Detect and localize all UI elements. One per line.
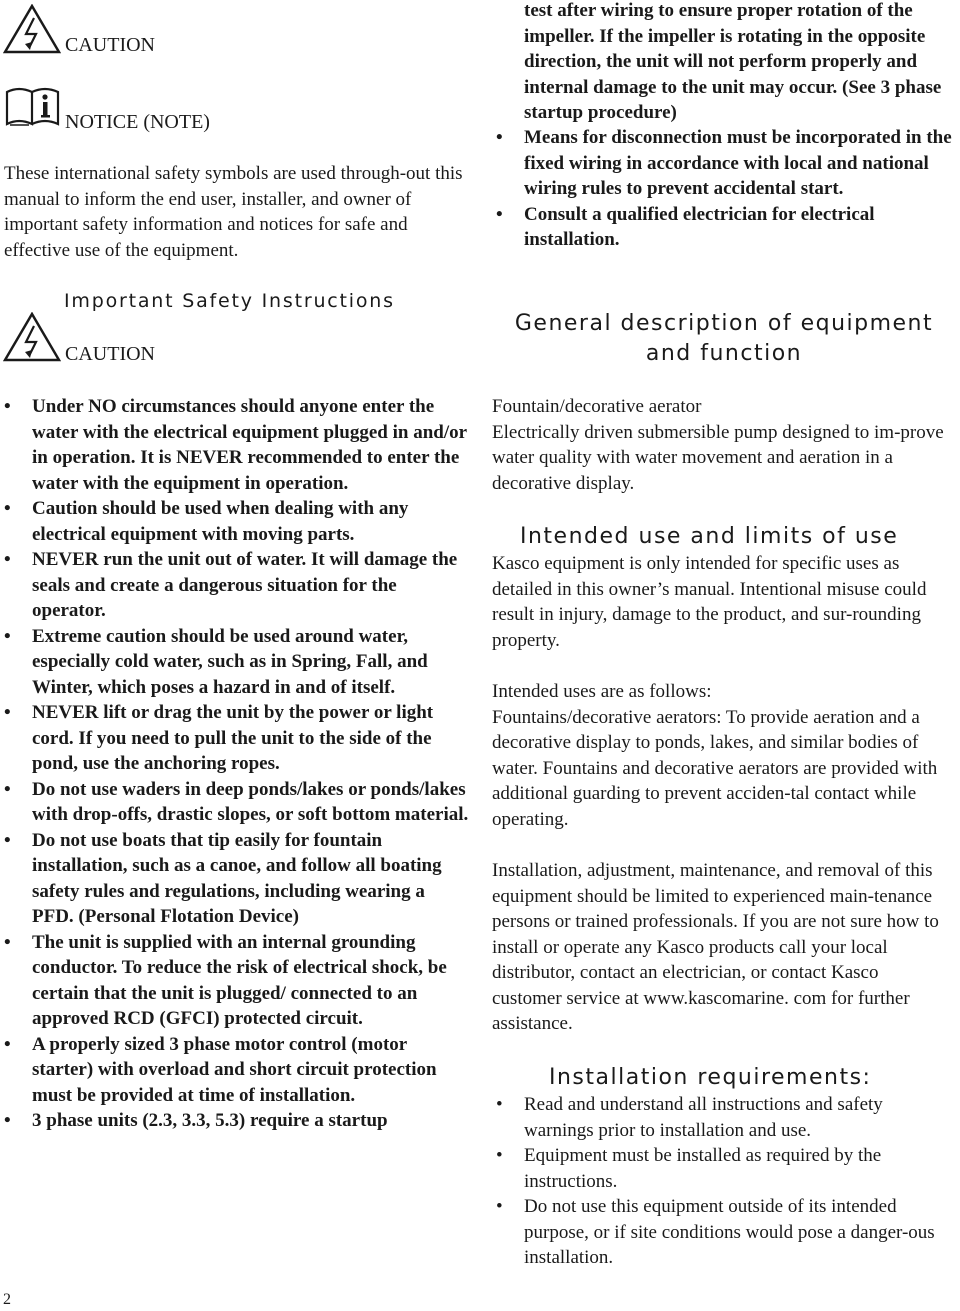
intended-paragraph-1: Kasco equipment is only intended for specific uses as detailed in this owner’s manual. Intentional misuse could result in injury, damage to the product, and sur-rounding property.	[492, 553, 927, 651]
intended-heading: Intended use and limits of use	[520, 524, 899, 549]
manual-info-icon	[5, 84, 61, 128]
list-item: • A properly sized 3 phase motor control (motor starter) with overload and short circuit protection must be provided at time of installation.	[2, 1032, 470, 1109]
continuation-paragraph: test after wiring to ensure proper rotation of the impeller. If the impeller is rotating in the opposite direction, the unit will not perform properly and internal damage to the unit may occur. (See 3 phase startup procedure)	[524, 0, 942, 123]
list-item: • Equipment must be installed as required by the instructions.	[494, 1143, 954, 1194]
lightning-warning-icon	[3, 4, 61, 54]
intended-paragraph-3: Installation, adjustment, maintenance, and removal of this equipment should be limited to experienced main-tenance persons or trained professionals. If you are not sure how to install or operate any Kasco products call your local distributor, contact an electrician, or contact Kasco customer service at www.kascomarine. com for further assistance.	[492, 860, 939, 1034]
page-number: 2	[3, 1291, 11, 1308]
list-item: • The unit is supplied with an internal grounding conductor. To reduce the risk of electrical shock, be certain that the unit is plugged/ connected to an approved RCD (GFCI) protected circuit.	[2, 930, 470, 1032]
list-item: • Means for disconnection must be incorporated in the fixed wiring in accordance with local and national wiring rules to prevent accidental start.	[494, 125, 956, 202]
intended-uses-body: Fountains/decorative aerators: To provide aeration and a decorative display to ponds, lakes, and similar bodies of water. Fountains and decorative aerators are provided with additional guarding to prevent acciden-tal contact while operating.	[492, 706, 938, 830]
wiring-bullet-list	[494, 125, 956, 253]
list-item: • Do not use this equipment outside of its intended purpose, or if site conditions would pose a danger-ous installation.	[494, 1194, 954, 1271]
list-item: • Caution should be used when dealing with any electrical equipment with moving parts.	[2, 496, 470, 547]
list-item: • 3 phase units (2.3, 3.3, 5.3) require a startup	[2, 1108, 470, 1134]
list-item: • Do not use boats that tip easily for fountain installation, such as a canoe, and follow all boating safety rules and regulations, including wearing a PFD. (Personal Flotation Device)	[2, 828, 470, 930]
safety-bullet-list	[2, 394, 470, 1134]
list-item: • NEVER lift or drag the unit by the power or light cord. If you need to pull the unit to the side of the pond, use the anchoring ropes.	[2, 700, 470, 777]
general-heading-line1: General description of equipment	[514, 311, 934, 336]
intro-paragraph: These international safety symbols are used through-out this manual to inform the end user, installer, and owner of important safety information and notices for safe and effective use of the equipment.	[4, 163, 463, 261]
list-item: • Consult a qualified electrician for electrical installation.	[494, 202, 956, 253]
intended-uses-label: Intended uses are as follows:	[492, 681, 712, 702]
general-heading	[488, 309, 960, 369]
installation-heading: Installation requirements:	[549, 1065, 872, 1090]
intended-paragraph-2	[492, 679, 958, 832]
safety-caution-row	[3, 312, 303, 368]
notice-label: NOTICE (NOTE)	[65, 111, 210, 133]
safety-heading: Important Safety Instructions	[64, 290, 395, 312]
lightning-warning-icon	[3, 312, 61, 362]
general-body: Electrically driven submersible pump designed to im-prove water quality with water movement and aeration in a decorative display.	[492, 421, 944, 494]
installation-bullet-list	[494, 1092, 954, 1271]
caution-symbol-row	[3, 4, 303, 60]
general-heading-line2: and function	[645, 341, 803, 366]
list-item: • Under NO circumstances should anyone enter the water with the electrical equipment plugged in and/or in operation. It is NEVER recommended to enter the water with the equipment in operation.	[2, 394, 470, 496]
general-line1: Fountain/decorative aerator	[492, 396, 702, 417]
general-description	[492, 394, 958, 496]
list-item: • NEVER run the unit out of water. It will damage the seals and create a dangerous situation for the operator.	[2, 547, 470, 624]
notice-symbol-row	[5, 84, 305, 140]
list-item: • Read and understand all instructions and safety warnings prior to installation and use.	[494, 1092, 954, 1143]
caution-label: CAUTION	[65, 34, 155, 56]
list-item: • Extreme caution should be used around water, especially cold water, such as in Spring, Fall, and Winter, which poses a hazard in and of itself.	[2, 624, 470, 701]
list-item: • Do not use waders in deep ponds/lakes or ponds/lakes with drop-offs, drastic slopes, or soft bottom material.	[2, 777, 470, 828]
caution-label: CAUTION	[65, 343, 155, 365]
